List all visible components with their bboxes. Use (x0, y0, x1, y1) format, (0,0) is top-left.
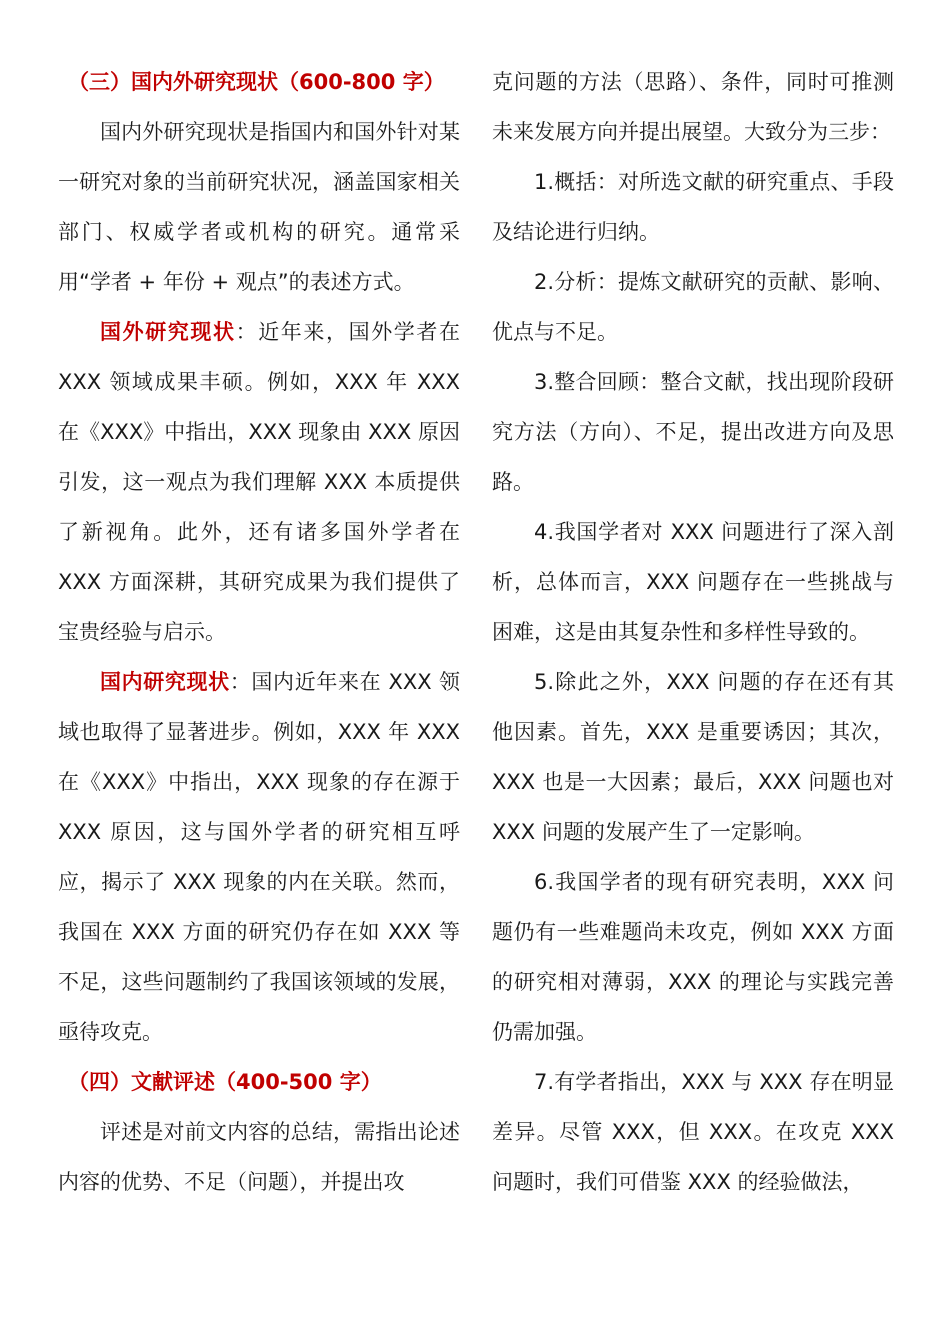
domestic-research-text: ：国内近年来在 XXX 领域也取得了显著进步。例如，XXX 年 XXX 在《XXX》中指出，XXX 现象的存在源于 XXX 原因，这与国外学者的研究相互呼应，揭示了 XXX 现象的内在关联。然而，我国在 XXX 方面的研究仍存在如 XXX 等不足，这些问题制约了我国该领域的发展，亟待攻克。 (58, 670, 460, 1044)
list-item: 1.概括：对所选文献的研究重点、手段及结论进行归纳。 (492, 170, 894, 244)
left-column (58, 57, 460, 1207)
intro-paragraph: 国内外研究现状是指国内和国外针对某一研究对象的当前研究状况，涵盖国家相关部门、权威学者或机构的研究。通常采用“学者 + 年份 + 观点”的表述方式。 (58, 120, 460, 294)
foreign-research-paragraph (58, 307, 460, 657)
review-intro-paragraph: 评述是对前文内容的总结，需指出论述内容的优势、不足（问题），并提出攻 (58, 1120, 460, 1194)
review-continuation-paragraph: 克问题的方法（思路）、条件，同时可推测未来发展方向并提出展望。大致分为三步： (492, 70, 894, 144)
right-column (492, 57, 894, 1207)
foreign-research-text: ：近年来，国外学者在 XXX 领域成果丰硕。例如，XXX 年 XXX 在《XXX》中指出，XXX 现象由 XXX 原因引发，这一观点为我们理解 XXX 本质提供了新视角。此外，还有诸多国外学者在 XXX 方面深耕，其研究成果为我们提供了宝贵经验与启示。 (58, 320, 461, 644)
section-heading-3: （三）国内外研究现状（600-800 字） (68, 70, 445, 94)
section-heading-4: （四）文献评述（400-500 字） (68, 1070, 382, 1094)
domestic-research-label: 国内研究现状 (100, 670, 230, 694)
list-item: 5.除此之外，XXX 问题的存在还有其他因素。首先，XXX 是重要诱因；其次，XXX 也是一大因素；最后，XXX 问题也对 XXX 问题的发展产生了一定影响。 (492, 670, 894, 844)
list-item: 2.分析：提炼文献研究的贡献、影响、优点与不足。 (492, 270, 894, 344)
list-item: 4.我国学者对 XXX 问题进行了深入剖析，总体而言，XXX 问题存在一些挑战与困难，这是由其复杂性和多样性导致的。 (492, 520, 894, 644)
list-item: 7.有学者指出，XXX 与 XXX 存在明显差异。尽管 XXX，但 XXX。在攻克 XXX 问题时，我们可借鉴 XXX 的经验做法， (492, 1070, 894, 1194)
list-item: 6.我国学者的现有研究表明，XXX 问题仍有一些难题尚未攻克，例如 XXX 方面的研究相对薄弱，XXX 的理论与实践完善仍需加强。 (492, 870, 894, 1044)
domestic-research-paragraph (58, 657, 460, 1057)
list-item: 3.整合回顾：整合文献，找出现阶段研究方法（方向）、不足，提出改进方向及思路。 (492, 370, 894, 494)
foreign-research-label: 国外研究现状 (100, 320, 236, 344)
